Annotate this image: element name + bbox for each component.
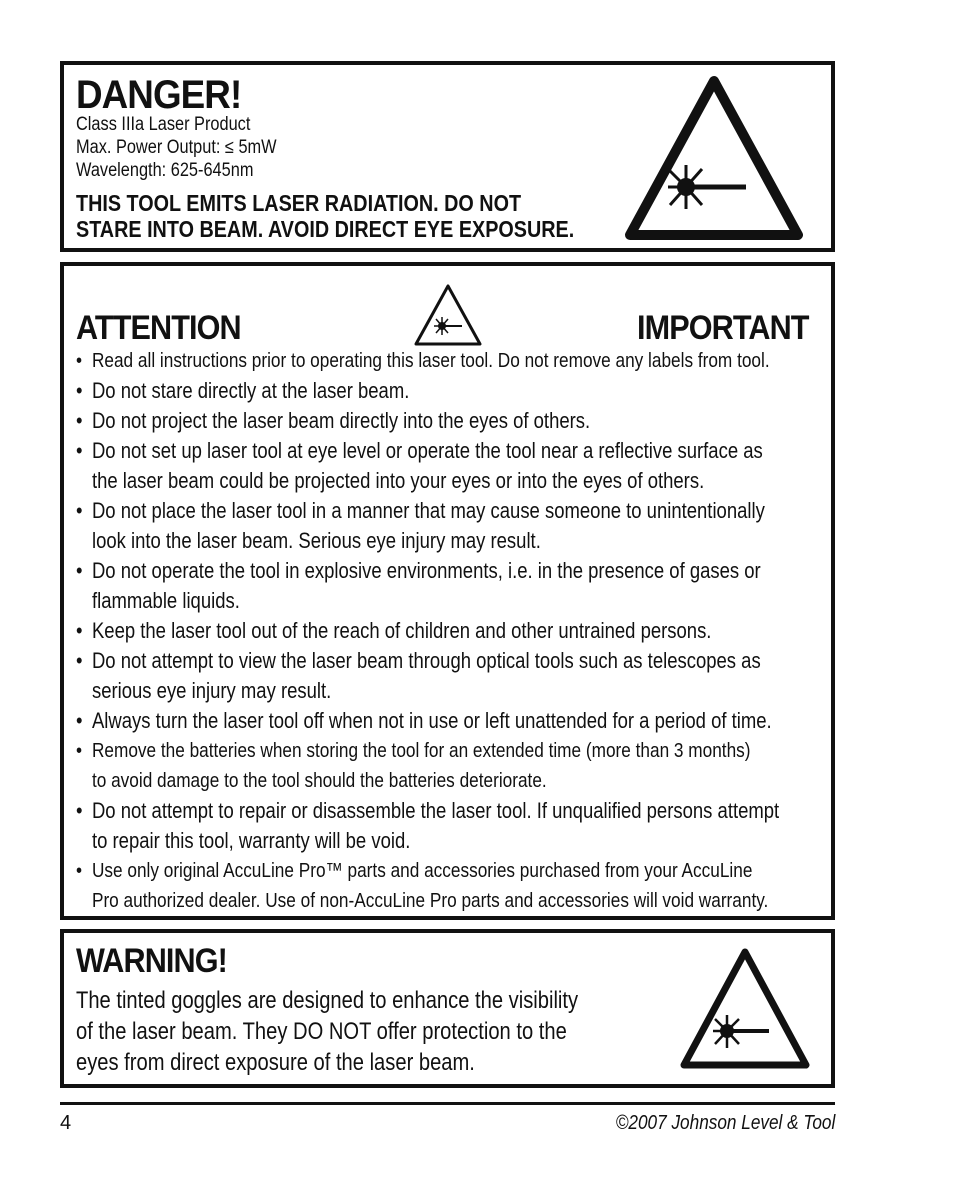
warning-panel: [60, 929, 835, 1088]
attention-panel: [60, 262, 835, 920]
list-item: • Remove the batteries when storing the tool for an extended time (more than 3 months) to avoid damage to the tool should the batteries deteriorate.: [76, 736, 832, 796]
list-item: • Do not set up laser tool at eye level or operate the tool near a reflective surface as the laser beam could be projected into your eyes or into the eyes of others.: [76, 436, 832, 496]
list-item: • Use only original AccuLine Pro™ parts and accessories purchased from your AccuLine Pro authorized dealer. Use of non-AccuLine Pro parts and accessories will void warranty.: [76, 856, 832, 916]
safety-instructions-list: [76, 346, 832, 916]
list-item: • Do not attempt to view the laser beam through optical tools such as telescopes as serious eye injury may result.: [76, 646, 832, 706]
danger-panel: [60, 61, 835, 252]
warning-line: The tinted goggles are designed to enhance the visibility: [76, 987, 579, 1014]
warning-title: WARNING!: [76, 942, 227, 980]
danger-warning-text: [76, 190, 574, 242]
danger-warning-line: THIS TOOL EMITS LASER RADIATION. DO NOT: [76, 190, 522, 216]
page-number: 4: [60, 1112, 72, 1134]
warning-body: [76, 985, 578, 1078]
laser-warning-icon: [679, 947, 811, 1071]
attention-heading: ATTENTION: [76, 309, 241, 347]
danger-title: DANGER!: [76, 73, 242, 117]
product-class: Class IIIa Laser Product: [76, 114, 251, 135]
max-power-output: Max. Power Output: ≤ 5mW: [76, 137, 277, 158]
list-item: • Keep the laser tool out of the reach of children and other untrained persons.: [76, 616, 832, 646]
danger-warning-line: STARE INTO BEAM. AVOID DIRECT EYE EXPOSURE.: [76, 216, 575, 242]
list-item: • Do not stare directly at the laser beam.: [76, 376, 832, 406]
list-item: • Do not project the laser beam directly into the eyes of others.: [76, 406, 832, 436]
laser-warning-icon: [624, 75, 804, 241]
list-item: • Do not attempt to repair or disassemble the laser tool. If unqualified persons attempt to repair this tool, warranty will be void.: [76, 796, 832, 856]
footer-divider: [60, 1102, 835, 1105]
important-heading: IMPORTANT: [637, 309, 809, 347]
copyright: ©2007 Johnson Level & Tool: [615, 1112, 835, 1134]
wavelength: Wavelength: 625-645nm: [76, 160, 254, 181]
list-item: • Do not place the laser tool in a manner that may cause someone to unintentionally look into the laser beam. Serious eye injury may result.: [76, 496, 832, 556]
list-item: • Always turn the laser tool off when not in use or left unattended for a period of time.: [76, 706, 832, 736]
list-item: • Do not operate the tool in explosive environments, i.e. in the presence of gases or flammable liquids.: [76, 556, 832, 616]
list-item: • Read all instructions prior to operating this laser tool. Do not remove any labels from tool.: [76, 346, 832, 376]
warning-line: eyes from direct exposure of the laser beam.: [76, 1049, 475, 1076]
laser-warning-icon: [412, 282, 484, 348]
warning-line: of the laser beam. They DO NOT offer protection to the: [76, 1018, 567, 1045]
